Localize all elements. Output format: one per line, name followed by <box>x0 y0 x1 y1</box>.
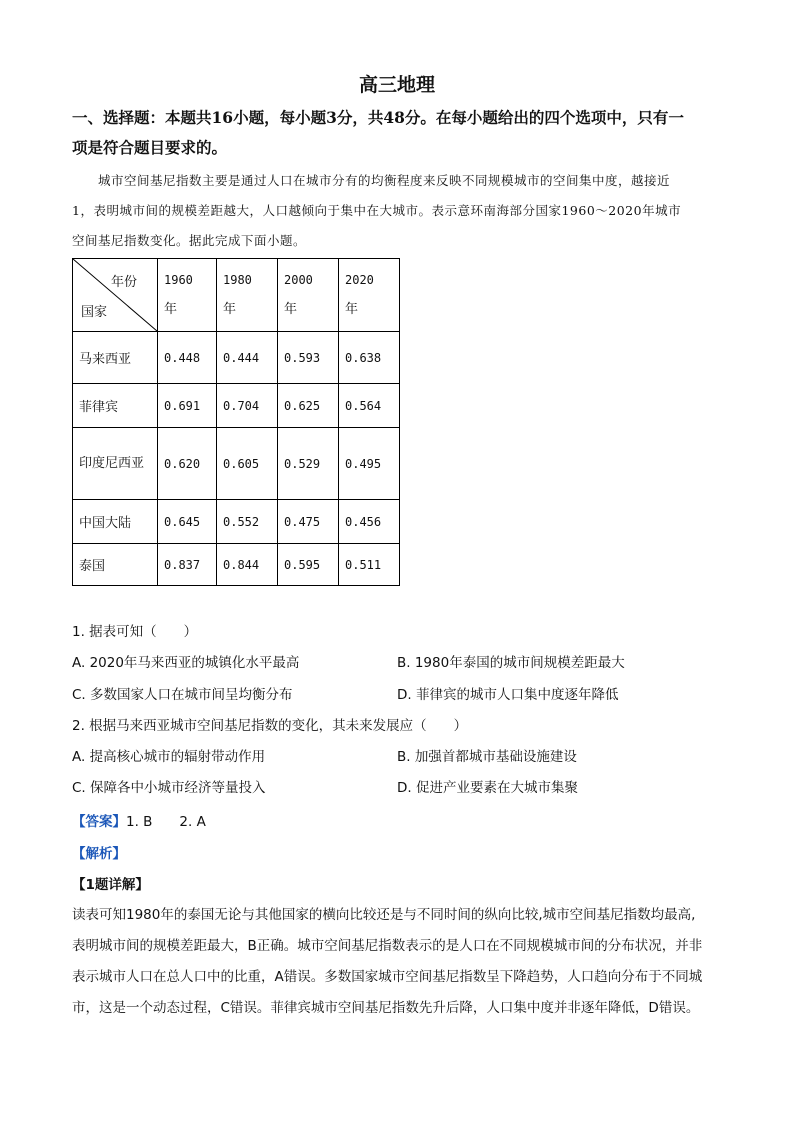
value-cell: 0.444 <box>217 332 278 384</box>
section-heading-line-2: 项是符合题目要求的。 <box>72 138 228 157</box>
value-cell: 0.593 <box>278 332 339 384</box>
header-country-label: 国家 <box>81 305 108 320</box>
question-1-option-b: B. 1980年泰国的城市间规模差距最大 <box>397 655 625 671</box>
country-cell: 泰国 <box>73 544 158 586</box>
year-unit: 年 <box>223 302 237 317</box>
intro-line-3: 空间基尼指数变化。据此完成下面小题。 <box>72 233 307 248</box>
value-cell: 0.620 <box>158 428 217 500</box>
year-num: 1980 <box>223 273 252 287</box>
value-cell: 0.704 <box>217 384 278 428</box>
analysis-label: 【解析】 <box>72 846 126 862</box>
question-2-option-b: B. 加强首都城市基础设施建设 <box>397 749 577 765</box>
question-2-stem: 2. 根据马来西亚城市空间基尼指数的变化，其未来发展应（ ） <box>72 718 468 734</box>
country-cell: 印度尼西亚 <box>73 428 158 500</box>
country-cell: 中国大陆 <box>73 500 158 544</box>
table-row <box>73 544 400 586</box>
year-header-2000 <box>278 259 339 332</box>
value-cell: 0.511 <box>339 544 400 586</box>
year-unit: 年 <box>345 302 359 317</box>
year-unit: 年 <box>164 302 178 317</box>
answer-text: 1. B 2. A <box>126 814 206 830</box>
year-num: 2000 <box>284 273 313 287</box>
value-cell: 0.475 <box>278 500 339 544</box>
intro-line-2: 1，表明城市间的规模差距越大，人口越倾向于集中在大城市。表示意环南海部分国家1960～2020年城市 <box>72 203 682 218</box>
question-2-option-a: A. 提高核心城市的辐射带动作用 <box>72 749 266 765</box>
table-row <box>73 332 400 384</box>
section-heading-line-1: 一、选择题：本题共16小题，每小题3分，共48分。在每小题给出的四个选项中，只有一 <box>72 108 684 127</box>
value-cell: 0.645 <box>158 500 217 544</box>
question-1-option-d: D. 菲律宾的城市人口集中度逐年降低 <box>397 687 619 703</box>
value-cell: 0.605 <box>217 428 278 500</box>
question-2-option-c: C. 保障各中小城市经济等量投入 <box>72 780 266 796</box>
value-cell: 0.456 <box>339 500 400 544</box>
question-1-stem: 1. 据表可知（ ） <box>72 624 198 640</box>
value-cell: 0.625 <box>278 384 339 428</box>
table-header-row <box>73 259 400 332</box>
value-cell: 0.564 <box>339 384 400 428</box>
header-year-label: 年份 <box>110 275 137 290</box>
detail-line-1: 读表可知1980年的泰国无论与其他国家的横向比较还是与不同时间的纵向比较,城市空间基尼指数均最高, <box>72 907 696 923</box>
year-header-1980 <box>217 259 278 332</box>
value-cell: 0.552 <box>217 500 278 544</box>
table-corner-cell <box>73 259 158 332</box>
value-cell: 0.837 <box>158 544 217 586</box>
gini-table <box>72 258 400 586</box>
table-row <box>73 384 400 428</box>
question-2-option-d: D. 促进产业要素在大城市集聚 <box>397 780 578 796</box>
value-cell: 0.691 <box>158 384 217 428</box>
year-num: 2020 <box>345 273 374 287</box>
detail-label: 【1题详解】 <box>72 877 149 893</box>
intro-line-1: 城市空间基尼指数主要是通过人口在城市分有的均衡程度来反映不同规模城市的空间集中度，越接近 <box>98 173 671 188</box>
table-row <box>73 428 400 500</box>
value-cell: 0.844 <box>217 544 278 586</box>
year-header-2020 <box>339 259 400 332</box>
question-1-option-c: C. 多数国家人口在城市间呈均衡分布 <box>72 687 293 703</box>
value-cell: 0.448 <box>158 332 217 384</box>
country-cell: 马来西亚 <box>73 332 158 384</box>
value-cell: 0.595 <box>278 544 339 586</box>
detail-line-4: 市，这是一个动态过程，C错误。菲律宾城市空间基尼指数先升后降，人口集中度并非逐年降低，D错误。 <box>72 1000 700 1016</box>
table-row <box>73 500 400 544</box>
answer-label: 【答案】 <box>72 814 126 830</box>
answer-line <box>72 810 206 830</box>
question-1-option-a: A. 2020年马来西亚的城镇化水平最高 <box>72 655 300 671</box>
value-cell: 0.495 <box>339 428 400 500</box>
diagonal-line <box>73 259 157 331</box>
value-cell: 0.638 <box>339 332 400 384</box>
value-cell: 0.529 <box>278 428 339 500</box>
year-unit: 年 <box>284 302 298 317</box>
country-cell: 菲律宾 <box>73 384 158 428</box>
page-title: 高三地理 <box>358 74 435 96</box>
detail-line-2: 表明城市间的规模差距最大，B正确。城市空间基尼指数表示的是人口在不同规模城市间的分布状况，并非 <box>72 938 703 954</box>
year-header-1960 <box>158 259 217 332</box>
year-num: 1960 <box>164 273 193 287</box>
detail-line-3: 表示城市人口在总人口中的比重，A错误。多数国家城市空间基尼指数呈下降趋势，人口趋向分布于不同城 <box>72 969 703 985</box>
